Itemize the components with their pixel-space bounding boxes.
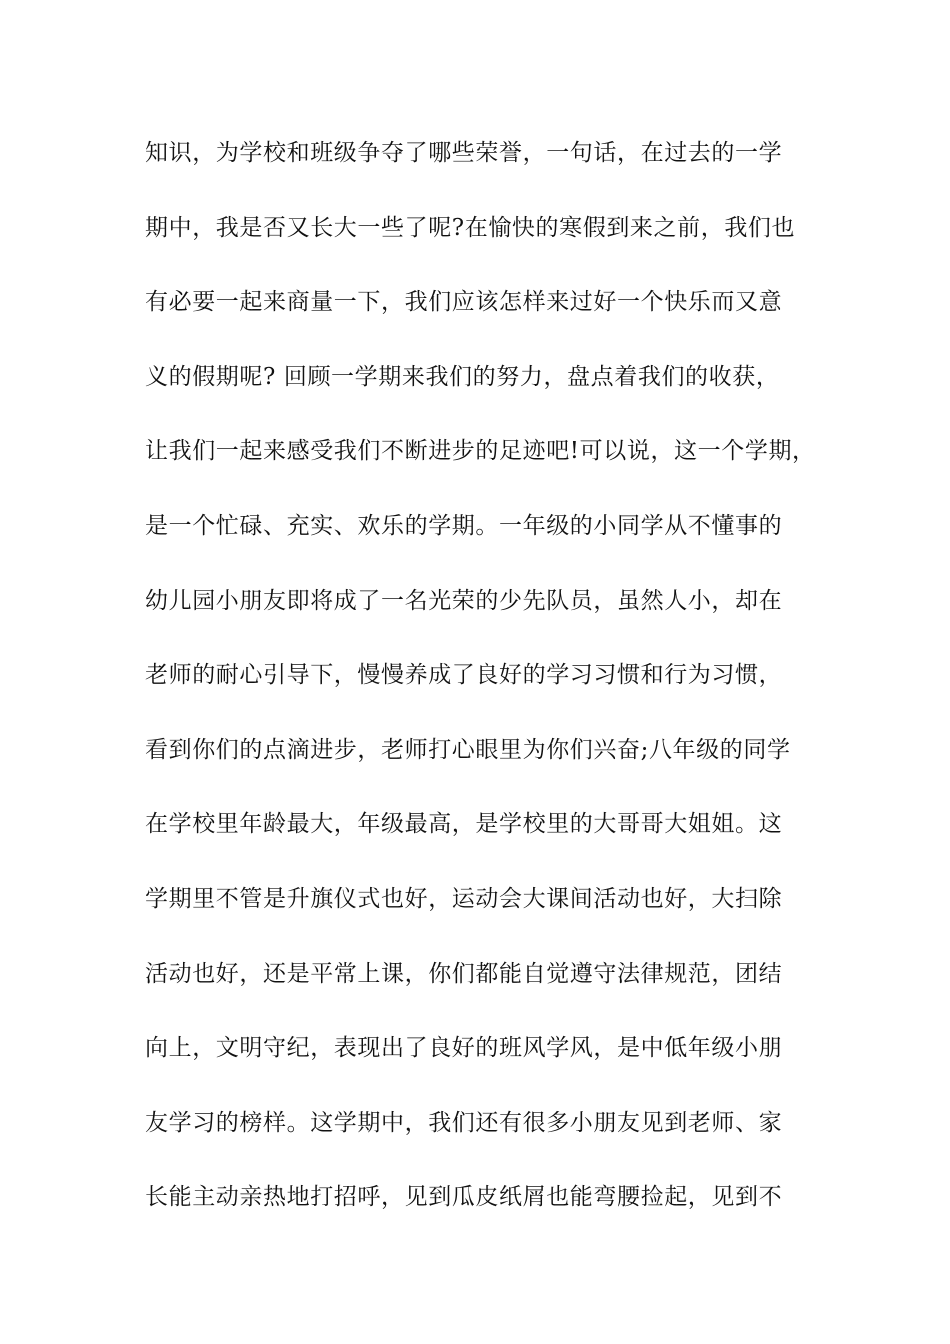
- text-line: 在学校里年龄最大，年级最高，是学校里的大哥哥大姐姐。这: [145, 811, 783, 838]
- text-line: 知识，为学校和班级争夺了哪些荣誉，一句话，在过去的一学: [145, 140, 783, 166]
- text-line: 幼儿园小朋友即将成了一名光荣的少先队员，虽然人小，却在: [145, 587, 783, 614]
- text-line: 友学习的榜样。这学期中，我们还有很多小朋友见到老师、家: [145, 1109, 783, 1136]
- text-line: 是一个忙碌、充实、欢乐的学期。一年级的小同学从不懂事的: [145, 512, 783, 539]
- text-line: 看到你们的点滴进步，老师打心眼里为你们兴奋;八年级的同学: [145, 736, 791, 763]
- text-line: 义的假期呢? 回顾一学期来我们的努力，盘点着我们的收获，: [145, 363, 780, 390]
- text-line: 长能主动亲热地打招呼，见到瓜皮纸屑也能弯腰捡起，见到不: [145, 1184, 783, 1211]
- text-line: 有必要一起来商量一下，我们应该怎样来过好一个快乐而又意: [145, 289, 783, 316]
- text-line: 向上，文明守纪，表现出了良好的班风学风，是中低年级小朋: [145, 1035, 783, 1062]
- body-text: [145, 130, 825, 1249]
- text-line: 老师的耐心引导下，慢慢养成了良好的学习习惯和行为习惯，: [145, 662, 783, 689]
- text-line: 让我们一起来感受我们不断进步的足迹吧!可以说，这一个学期，: [145, 438, 816, 465]
- text-line: 学期里不管是升旗仪式也好，运动会大课间活动也好，大扫除: [145, 885, 783, 912]
- text-line: 活动也好，还是平常上课，你们都能自觉遵守法律规范，团结: [145, 960, 783, 987]
- text-line: 期中，我是否又长大一些了呢?在愉快的寒假到来之前，我们也: [145, 214, 796, 241]
